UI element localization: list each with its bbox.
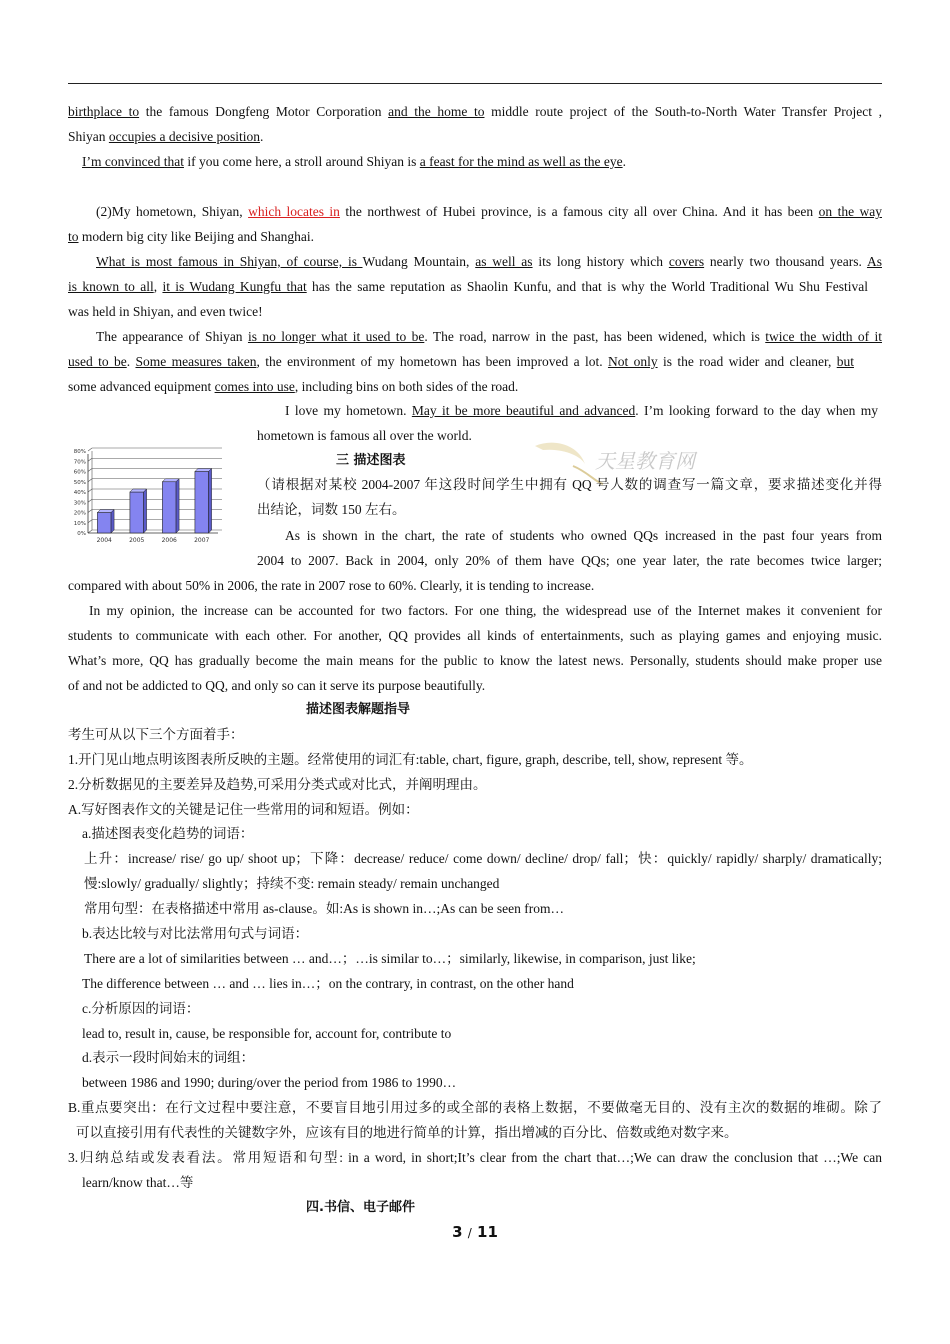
p3-line2: is known to all, it is Wudang Kungfu that has the same reputation as Shaolin Kunfu, and that is why the World Traditional Wu Shu Festival — [68, 279, 869, 294]
essay-line1: As is shown in the chart, the rate of students who owned QQs increased in the past four years from — [285, 528, 882, 543]
y-tick-label: 0% — [77, 531, 86, 537]
y-tick-label: 20% — [73, 510, 86, 517]
section3-title: 三 描述图表 — [336, 453, 406, 468]
p1-line3: I’m convinced that if you come here, a stroll around Shiyan is a feast for the mind as well as the eye. — [82, 154, 626, 169]
bar-side-2004 — [111, 510, 114, 534]
p4-line1: The appearance of Shiyan is no longer what it used to be. The road, narrow in the past, has been widened, which is twice the width of it — [96, 329, 882, 344]
p1-line1: birthplace to the famous Dongfeng Motor Corporation and the home to middle route project of the South-to-North Water Transfer Project , — [68, 104, 882, 119]
guide-a-line2: 慢:slowly/ gradually/ slightly；持续不变: remain steady/ remain unchanged — [84, 876, 500, 891]
y-tick-label: 40% — [73, 490, 86, 496]
x-tick-label: 2005 — [129, 537, 145, 544]
p2-line1: (2)My hometown, Shiyan, which locates in the northwest of Hubei province, is a famous city all over China. And it has been on the way — [96, 204, 882, 219]
essay-line4: In my opinion, the increase can be accounted for two factors. For one thing, the widespread use of the Internet makes it convenient for — [89, 603, 882, 618]
guide-b-line2: The difference between … and … lies in…；on the contrary, in contrast, on the other hand — [82, 976, 574, 991]
p4-line2: used to be. Some measures taken, the environment of my hometown has been improved a lot. Not only is the road wider and cleaner, but — [68, 354, 854, 369]
p5-line1: I love my hometown. May it be more beautiful and advanced. I’m looking forward to the day when my — [285, 403, 879, 418]
y-tick-label: 30% — [73, 500, 86, 507]
guide-title: 描述图表解题指导 — [306, 702, 411, 717]
guide-point-a: A.写好图表作文的关键是记住一些常用的词和短语。例如： — [68, 802, 419, 817]
guide-step3-line2: learn/know that…等 — [82, 1175, 194, 1190]
guide-c-line1: lead to, result in, cause, be responsible for, account for, contribute to — [82, 1026, 452, 1041]
page-number — [0, 1223, 950, 1241]
guide-point-b-line2: 可以直接引用有代表性的关键数字外，应该有目的地进行简单的计算，指出增减的百分比、倍数或绝对数字来。 — [76, 1125, 738, 1140]
watermark-swoosh — [535, 443, 585, 464]
gridline-depth — [88, 469, 92, 472]
gridline-depth — [88, 458, 92, 461]
gridline-depth — [88, 479, 92, 482]
essay-line2: 2004 to 2007. Back in 2004, only 20% of them have QQs; one year later, the rate becomes twice larger; — [257, 553, 882, 568]
section3-prompt-line1: （请根据对某校 2004-2007 年这段时间学生中拥有 QQ 号人数的调查写一篇文章，要求描述变化并得 — [257, 477, 882, 492]
y-tick-label: 80% — [73, 449, 86, 455]
gridline-depth — [88, 499, 92, 502]
guide-a-line3: 常用句型：在表格描述中常用 as-clause。如:As is shown in…;As can be seen from… — [84, 901, 564, 916]
section3-prompt-line2: 出结论，词数 150 左右。 — [257, 502, 406, 517]
gridline-depth — [88, 520, 92, 523]
x-tick-label: 2006 — [161, 537, 177, 544]
essay-line5: students to communicate with each other. For another, QQ provides all kinds of entertainments, such as playing games and enjoying music. — [68, 628, 882, 643]
bar-2004 — [97, 513, 111, 534]
bar-2005 — [130, 492, 144, 533]
guide-c-title: c.分析原因的词语： — [82, 1001, 200, 1016]
y-tick-label: 70% — [73, 459, 86, 466]
header-rule — [68, 83, 882, 84]
watermark-text: 天星教育网 — [595, 449, 695, 473]
p5-line2: hometown is famous all over the world. — [257, 428, 472, 443]
guide-step2: 2.分析数据见的主要差异及趋势,可采用分类式或对比式，并阐明理由。 — [68, 777, 487, 792]
p3-line1: What is most famous in Shiyan, of course, is Wudang Mountain, as well as its long history which covers nearly two thousand years. As — [96, 254, 882, 269]
bar-side-2006 — [176, 479, 179, 533]
bar-2007 — [195, 472, 209, 534]
guide-d-line1: between 1986 and 1990; during/over the period from 1986 to 1990… — [82, 1075, 457, 1090]
p4-line3: some advanced equipment comes into use, including bins on both sides of the road. — [68, 379, 519, 394]
guide-a-title: a.描述图表变化趋势的词语： — [82, 826, 254, 841]
page-separator: / — [467, 1226, 472, 1240]
p1-line2: Shiyan occupies a decisive position. — [68, 129, 264, 144]
essay-line6: What’s more, QQ has gradually become the main means for the public to know the latest news. Personally, students should make proper use — [68, 653, 882, 668]
bar-side-2005 — [144, 489, 147, 533]
qq-ownership-bar-chart — [68, 447, 228, 547]
x-tick-label: 2004 — [96, 537, 112, 544]
gridline-depth — [88, 448, 92, 451]
guide-b-title: b.表达比较与对比法常用句式与词语： — [82, 926, 309, 941]
section4-title: 四.书信、电子邮件 — [306, 1200, 415, 1215]
page-current: 3 — [452, 1223, 463, 1241]
guide-d-title: d.表示一段时间始末的词组： — [82, 1050, 255, 1065]
essay-line3: compared with about 50% in 2006, the rate in 2007 rose to 60%. Clearly, it is tending to increase. — [68, 578, 595, 593]
guide-step3-line1: 3.归纳总结或发表看法。常用短语和句型: in a word, in short;It’s clear from the chart that…;We can draw the conclusion that …;We can — [68, 1150, 882, 1165]
page-total: 11 — [477, 1223, 498, 1241]
x-tick-label: 2007 — [194, 537, 210, 544]
y-tick-label: 10% — [73, 520, 86, 527]
guide-intro: 考生可从以下三个方面着手： — [68, 727, 244, 742]
guide-step1: 1.开门见山地点明该图表所反映的主题。经常使用的词汇有:table, chart, figure, graph, describe, tell, show, represent 等。 — [68, 752, 753, 767]
chart-bars — [97, 469, 211, 534]
essay-line7: of and not be addicted to QQ, and only so can it serve its purpose beautifully. — [68, 678, 486, 693]
bar-side-2007 — [209, 469, 212, 534]
p3-line3: was held in Shiyan, and even twice! — [68, 304, 263, 319]
p2-line2: to modern big city like Beijing and Shanghai. — [68, 229, 314, 244]
guide-b-line1: There are a lot of similarities between … and…；…is similar to…；similarly, likewise, in comparison, just like; — [84, 951, 696, 966]
y-tick-label: 50% — [73, 479, 86, 486]
gridline-depth — [88, 510, 92, 513]
guide-point-b-line1: B.重点要突出：在行文过程中要注意，不要盲目地引用过多的或全部的表格上数据，不要做毫无目的、没有主次的数据的堆砌。除了 — [68, 1100, 882, 1115]
y-tick-label: 60% — [73, 469, 86, 476]
gridline-depth — [88, 530, 92, 533]
bar-2006 — [162, 482, 176, 533]
gridline-depth — [88, 489, 92, 492]
guide-a-line1: 上升：increase/ rise/ go up/ shoot up；下降：decrease/ reduce/ come down/ decline/ drop/ fall；快：quickly/ rapidly/ sharply/ dramatically; — [84, 851, 882, 866]
